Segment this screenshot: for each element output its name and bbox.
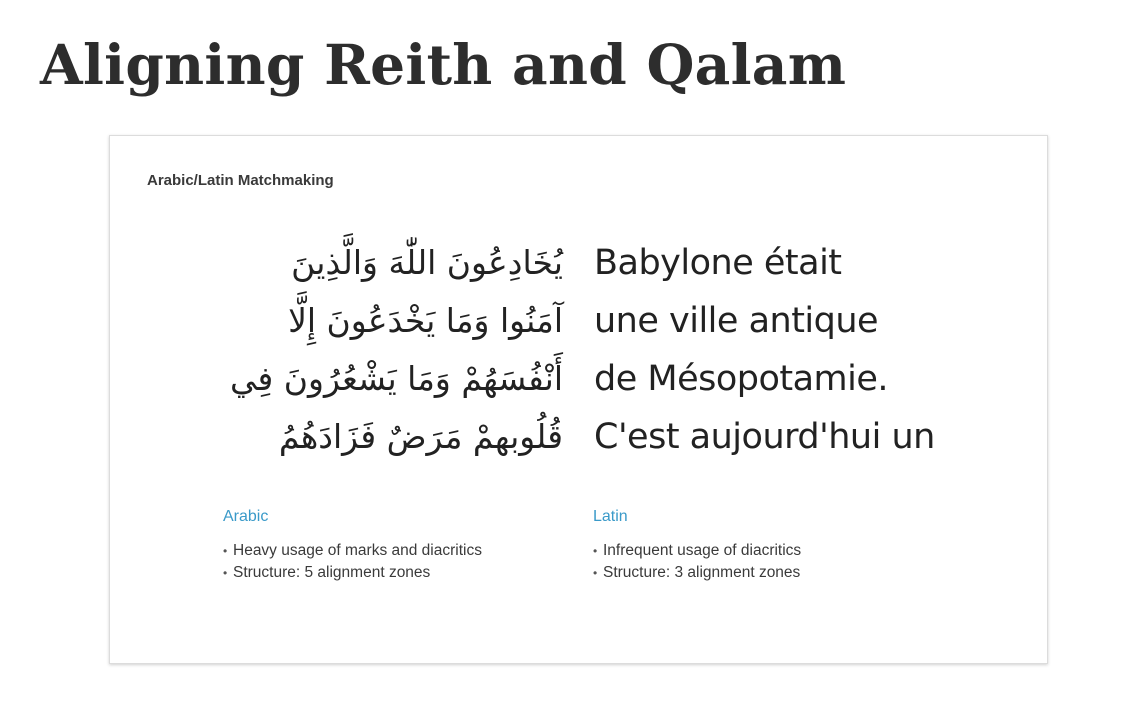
arabic-sample-line: أَنْفُسَهُمْ وَمَا يَشْعُرُونَ فِي (230, 359, 563, 398)
latin-notes-label: Latin (593, 508, 628, 525)
arabic-sample-line: يُخَادِعُونَ اللّٰهَ وَالَّذِينَ (291, 243, 563, 282)
latin-notes-list (593, 540, 801, 584)
arabic-sample-line: قُلُوبهمْ مَرَضٌ فَزَادَهُمُ (278, 417, 563, 456)
slide-heading: Arabic/Latin Matchmaking (147, 172, 334, 189)
latin-sample-text (594, 234, 935, 466)
bullet-icon: • (593, 544, 598, 558)
bullet-icon: • (593, 566, 598, 580)
arabic-sample-line: آمَنُوا وَمَا يَخْدَعُونَ إِلَّا (288, 301, 563, 340)
latin-notes (593, 508, 801, 584)
latin-note-text: Structure: 3 alignment zones (603, 564, 801, 581)
arabic-notes (223, 508, 482, 584)
latin-note-item (593, 540, 801, 562)
arabic-note-text: Structure: 5 alignment zones (233, 564, 431, 581)
page-title: Aligning Reith and Qalam (40, 32, 847, 97)
arabic-note-text: Heavy usage of marks and diacritics (233, 542, 482, 559)
latin-sample-line: Babylone était (594, 243, 842, 283)
latin-note-text: Infrequent usage of diacritics (603, 542, 802, 559)
arabic-notes-list (223, 540, 482, 584)
latin-sample-line: une ville antique (594, 301, 879, 341)
bullet-icon: • (223, 544, 228, 558)
slide-card (109, 135, 1048, 664)
latin-sample-line: de Mésopotamie. (594, 359, 889, 399)
arabic-notes-label: Arabic (223, 508, 269, 525)
bullet-icon: • (223, 566, 228, 580)
arabic-note-item (223, 562, 482, 584)
arabic-note-item (223, 540, 482, 562)
latin-sample-line: C'est aujourd'hui un (594, 417, 935, 457)
arabic-sample-text (230, 234, 563, 466)
latin-note-item (593, 562, 801, 584)
